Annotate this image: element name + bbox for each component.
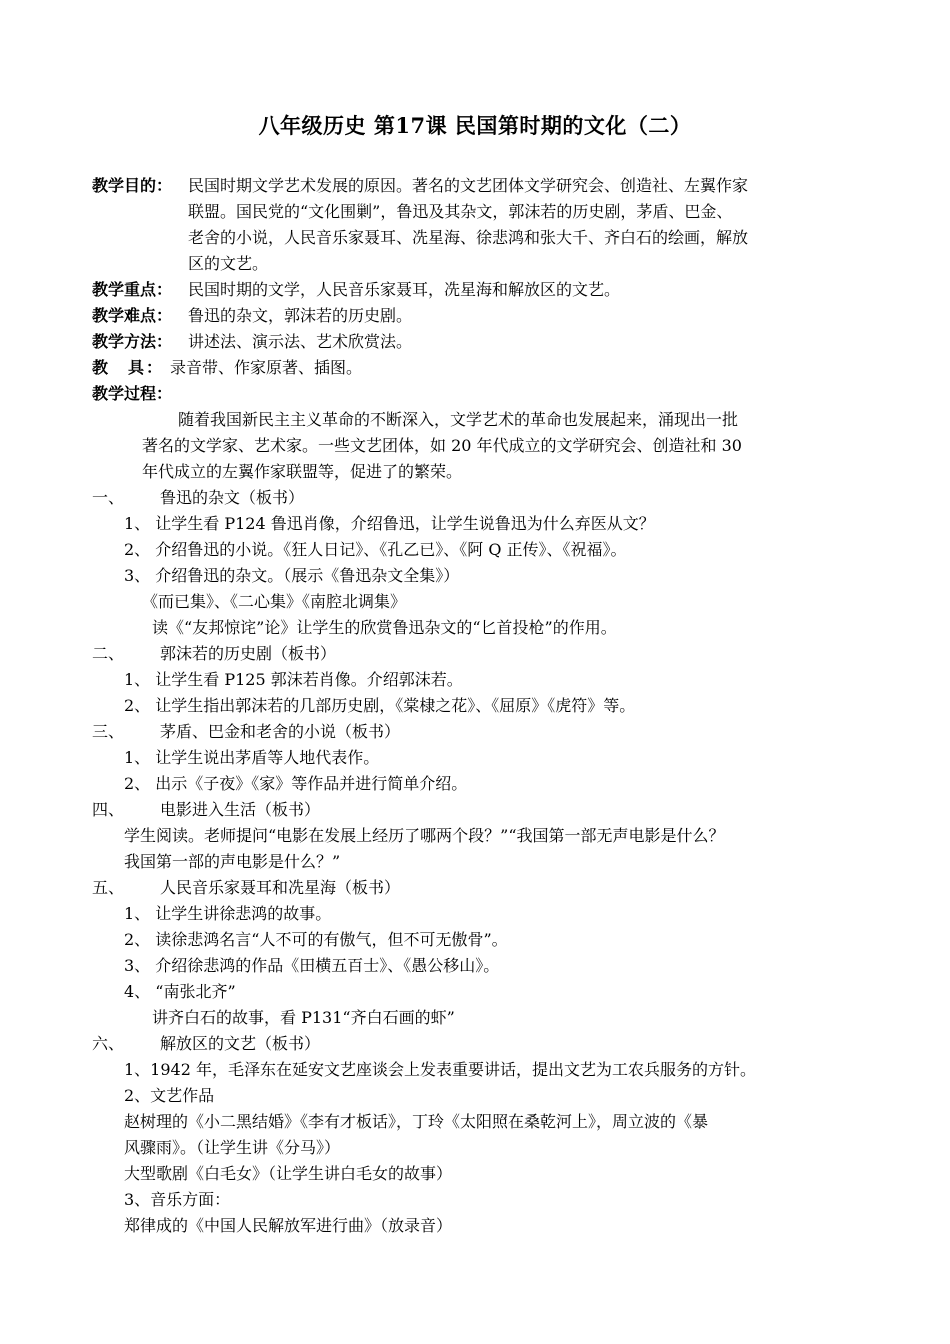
section-heading: 人民音乐家聂耳和冼星海（板书） — [160, 878, 401, 897]
key-label: 教学重点： — [92, 280, 173, 299]
list-item: 2、 读徐悲鸿名言“人不可的有傲气，但不可无傲骨”。 — [124, 930, 508, 949]
list-item: 4、 “南张北齐” — [124, 982, 236, 1001]
method-text: 讲述法、演示法、艺术欣赏法。 — [188, 332, 413, 351]
section-text-line: 1、1942 年，毛泽东在延安文艺座谈会上发表重要讲话，提出文艺为工农兵服务的方针。 — [124, 1060, 756, 1079]
section-heading: 解放区的文艺（板书） — [160, 1034, 321, 1053]
list-item: 1、 让学生说出茅盾等人地代表作。 — [124, 748, 380, 767]
section-number: 三、 — [92, 722, 125, 741]
process-intro-line: 著名的文学家、艺术家。一些文艺团体，如 20 年代成立的文学研究会、创造社和 30 — [142, 436, 742, 455]
section-heading: 电影进入生活（板书） — [160, 800, 321, 819]
document-title: 八年级历史 第17课 民国第时期的文化（二） — [258, 113, 692, 138]
section-text-line: 3、音乐方面： — [124, 1190, 231, 1209]
section-heading: 茅盾、巴金和老舍的小说（板书） — [160, 722, 401, 741]
section-number: 六、 — [92, 1034, 125, 1053]
key-text: 民国时期的文学，人民音乐家聂耳，冼星海和解放区的文艺。 — [188, 280, 621, 299]
list-item: 3、 介绍徐悲鸿的作品《田横五百士》、《愚公移山》。 — [124, 956, 500, 975]
process-intro-line: 年代成立的左翼作家联盟等，促进了的繁荣。 — [142, 462, 463, 481]
section-number: 二、 — [92, 644, 125, 663]
section-text-line: 学生阅读。老师提问“电影在发展上经历了哪两个段？”“我国第一部无声电影是什么？ — [124, 826, 725, 845]
section-heading: 鲁迅的杂文（板书） — [160, 488, 305, 507]
section-extra-line: 读《“友邦惊诧”论》让学生的欣赏鲁迅杂文的“匕首投枪”的作用。 — [152, 618, 617, 637]
difficult-label: 教学难点： — [92, 306, 173, 325]
aims-line: 区的文艺。 — [188, 254, 269, 273]
method-label: 教学方法： — [92, 332, 173, 351]
list-item: 2、 出示《子夜》《家》等作品并进行简单介绍。 — [124, 774, 468, 793]
section-text-line: 郑律成的《中国人民解放军进行曲》（放录音） — [124, 1216, 453, 1235]
list-item: 2、 介绍鲁迅的小说。《狂人日记》、《孔乙已》、《阿 Q 正传》、《祝福》。 — [124, 540, 627, 559]
list-item: 1、 让学生讲徐悲鸿的故事。 — [124, 904, 332, 923]
section-heading: 郭沫若的历史剧（板书） — [160, 644, 337, 663]
aims-label: 教学目的： — [92, 176, 173, 195]
tools-label: 教 具： — [92, 358, 165, 377]
process-intro-line: 随着我国新民主主义革命的不断深入，文学艺术的革命也发展起来，涌现出一批 — [178, 410, 739, 429]
difficult-text: 鲁迅的杂文，郭沫若的历史剧。 — [188, 306, 413, 325]
process-label: 教学过程： — [92, 384, 173, 403]
list-item: 1、 让学生看 P125 郭沫若肖像。介绍郭沫若。 — [124, 670, 463, 689]
list-item: 3、 介绍鲁迅的杂文。（展示《鲁迅杂文全集》） — [124, 566, 460, 585]
tools-text: 录音带、作家原著、插图。 — [170, 358, 363, 377]
section-text-line: 赵树理的《小二黑结婚》《李有才板话》，丁玲《太阳照在桑乾河上》，周立波的《暴 — [124, 1112, 709, 1131]
list-item: 2、 让学生指出郭沫若的几部历史剧，《棠棣之花》、《屈原》《虎符》等。 — [124, 696, 636, 715]
section-extra-line: 《而已集》、《二心集》《南腔北调集》 — [142, 592, 407, 611]
aims-line: 老舍的小说，人民音乐家聂耳、冼星海、徐悲鸿和张大千、齐白石的绘画，解放 — [188, 228, 749, 247]
section-text-line: 风骤雨》。（让学生讲《分马》） — [124, 1138, 341, 1157]
section-text-line: 2、文艺作品 — [124, 1086, 215, 1105]
section-number: 四、 — [92, 800, 125, 819]
list-item: 1、 让学生看 P124 鲁迅肖像，介绍鲁迅，让学生说鲁迅为什么弃医从文？ — [124, 514, 655, 533]
section-extra-line: 讲齐白石的故事，看 P131“齐白石画的虾” — [152, 1008, 455, 1027]
section-text-line: 我国第一部的声电影是什么？” — [124, 852, 341, 871]
section-number: 五、 — [92, 878, 125, 897]
aims-line: 民国时期文学艺术发展的原因。著名的文艺团体文学研究会、创造社、左翼作家 — [188, 176, 749, 195]
section-text-line: 大型歌剧《白毛女》（让学生讲白毛女的故事） — [124, 1164, 453, 1183]
aims-line: 联盟。国民党的“文化围剿”，鲁迅及其杂文，郭沫若的历史剧，茅盾、巴金、 — [188, 202, 733, 221]
section-number: 一、 — [92, 488, 125, 507]
